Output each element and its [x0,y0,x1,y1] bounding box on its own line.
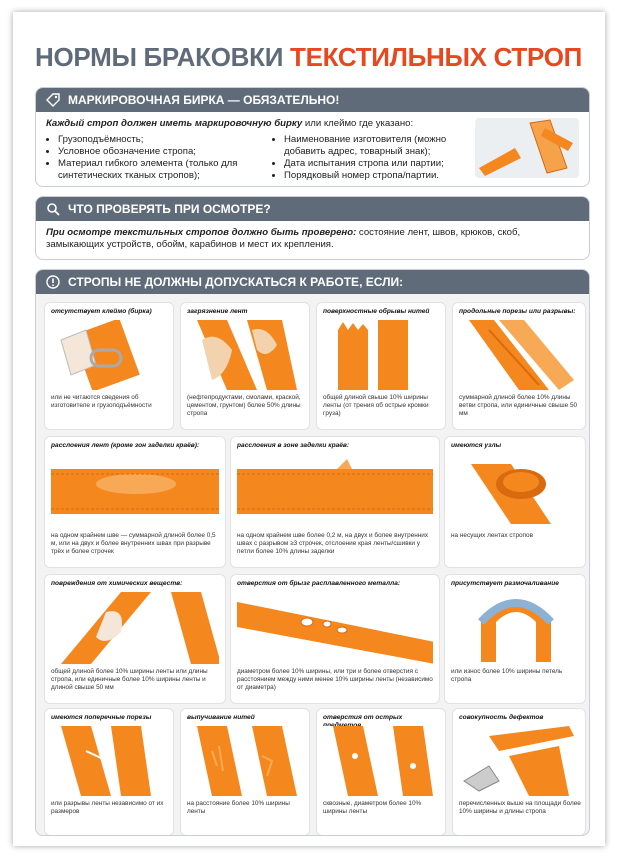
defect-title: выпучивание нитей [187,714,255,721]
defect-card [316,302,446,430]
defect-title: загрязнение лент [187,308,248,315]
defect-description: диаметром более 10% ширины, или три и более отверстия с расстоянием между ними менее 10% ширины ленты (независимо от диаметра) [237,668,433,691]
list-item: • Наименование изготовителя (можно добавить адрес, товарный знак); [284,134,484,158]
list-item: • Материал гибкого элемента (только для синтетических тканых стропов); [58,158,258,182]
section-header [36,88,589,112]
section-inspection [35,196,590,260]
defect-illustration [237,454,433,528]
defect-description: общей длиной более 10% ширины ленты или длины стропа, или единичные более 10% ширины ленты и длиной свыше 50 мм [51,668,208,691]
defect-card [44,436,226,568]
sling-tag-illustration [475,118,579,178]
defect-title: присутствует размочаливание [451,580,559,587]
defect-description: на расстояние более 10% ширины ленты [187,800,290,815]
defect-description: на одном крайнем шве более 0,2 м, на двух и более внутренних швах с разрывом ≥3 строчек, отслоение края ленты/сшивки у петли более 10% длины заделки [237,532,429,555]
defect-description: или износ более 10% ширины петель стропа [451,668,563,683]
defect-title: совокупность дефектов [459,714,544,721]
defect-illustration [51,320,167,390]
defect-description: перечисленных выше на площади более 10% ширины и длины стропа [459,800,581,815]
defect-card [230,574,440,704]
intro-rest: состояние лент, швов, крюков, скоб, замыкающих устройств, обойм, карабинов и мест их крепления. [46,227,521,250]
defect-card [444,436,586,568]
defect-illustration [187,726,303,796]
defect-title: повреждения от химических веществ: [51,580,183,587]
tag-icon [46,93,60,107]
defect-description: (нефтепродуктами, смолами, краской, цементом, грунтом) более 50% длины стропа [187,394,301,417]
section-heading: СТРОПЫ НЕ ДОЛЖНЫ ДОПУСКАТЬСЯ К РАБОТЕ, ЕСЛИ: [68,275,404,289]
list-item: • Условное обозначение стропа; [58,146,258,158]
defect-illustration [51,454,219,528]
defect-illustration [451,454,579,528]
defect-title: имеются поперечные порезы [51,714,152,721]
section-heading: МАРКИРОВОЧНАЯ БИРКА — ОБЯЗАТЕЛЬНО! [68,93,340,107]
defect-title: отсутствует клеймо (бирка) [51,308,152,315]
defect-title: имеются узлы [451,442,502,449]
defect-description: на несущих лентах стропов [451,532,533,539]
defect-card [452,708,586,836]
defect-illustration [323,320,439,390]
defect-card [452,302,586,430]
section-header [36,270,589,294]
defect-description: сквозные, диаметром более 10% ширины ленты [323,800,422,815]
section-heading: ЧТО ПРОВЕРЯТЬ ПРИ ОСМОТРЕ? [68,202,271,216]
defect-description: суммарной длиной более 10% длины ветви стропа, или единичные свыше 50 мм [459,394,578,417]
defect-description: общей длиной свыше 10% ширины ленты (от трения об острые кромки груза) [323,394,429,417]
defect-card [44,302,174,430]
page-title [35,42,582,73]
defect-illustration [459,320,579,390]
alert-icon [46,275,60,289]
section-header [36,197,589,221]
left-list [46,134,258,182]
defect-card [180,302,310,430]
intro-bold: Каждый строп должен иметь маркировочную бирку [46,118,303,129]
defect-description: или не читаются сведения об изготовителе и грузоподъёмности [51,394,152,409]
defect-card [44,708,174,836]
defect-illustration [237,592,433,664]
defect-description: или разрывы ленты независимо от их размеров [51,800,164,815]
defect-title: продольные порезы или разрывы: [459,308,576,315]
defect-card [444,574,586,704]
defect-description: на одном крайнем шве — суммарной длиной более 0,5 м, или на двух и более внутренних швах при разрыве трёх и более строчек [51,532,216,555]
defect-illustration [51,592,219,664]
defect-card [230,436,440,568]
defect-card [316,708,446,836]
intro-rest: или клеймо где указано: [302,118,414,129]
search-icon [46,202,60,216]
defect-title: расслоения в зоне заделки краёв: [237,442,350,449]
defect-illustration [323,726,439,796]
title-part1: НОРМЫ БРАКОВКИ [35,42,291,72]
defect-title: отверстия от брызг расплавленного металла: [237,580,401,587]
title-part2: ТЕКСТИЛЬНЫХ СТРОП [290,42,583,72]
defect-illustration [187,320,303,390]
list-item: • Дата испытания стропа или партии; [284,158,484,170]
right-list [272,134,484,182]
defect-card [180,708,310,836]
defect-illustration [451,592,579,664]
defect-illustration [459,726,579,796]
defect-title: отверстия от острых [323,714,403,721]
defect-title: поверхностные обрывы нитей [323,308,430,315]
list-item: • Грузоподъёмность; [58,134,258,146]
poster [13,12,605,846]
defect-illustration [51,726,167,796]
intro-bold: При осмотре текстильных стропов должно быть проверено: [46,227,357,238]
section-marking-tag [35,87,590,187]
section-rejection [35,269,590,836]
section-body [36,221,589,257]
defect-card [44,574,226,704]
list-item: • Порядковый номер стропа/партии. [284,170,484,182]
defect-title: расслоения лент (кроме зон заделки краёв): [51,442,200,449]
